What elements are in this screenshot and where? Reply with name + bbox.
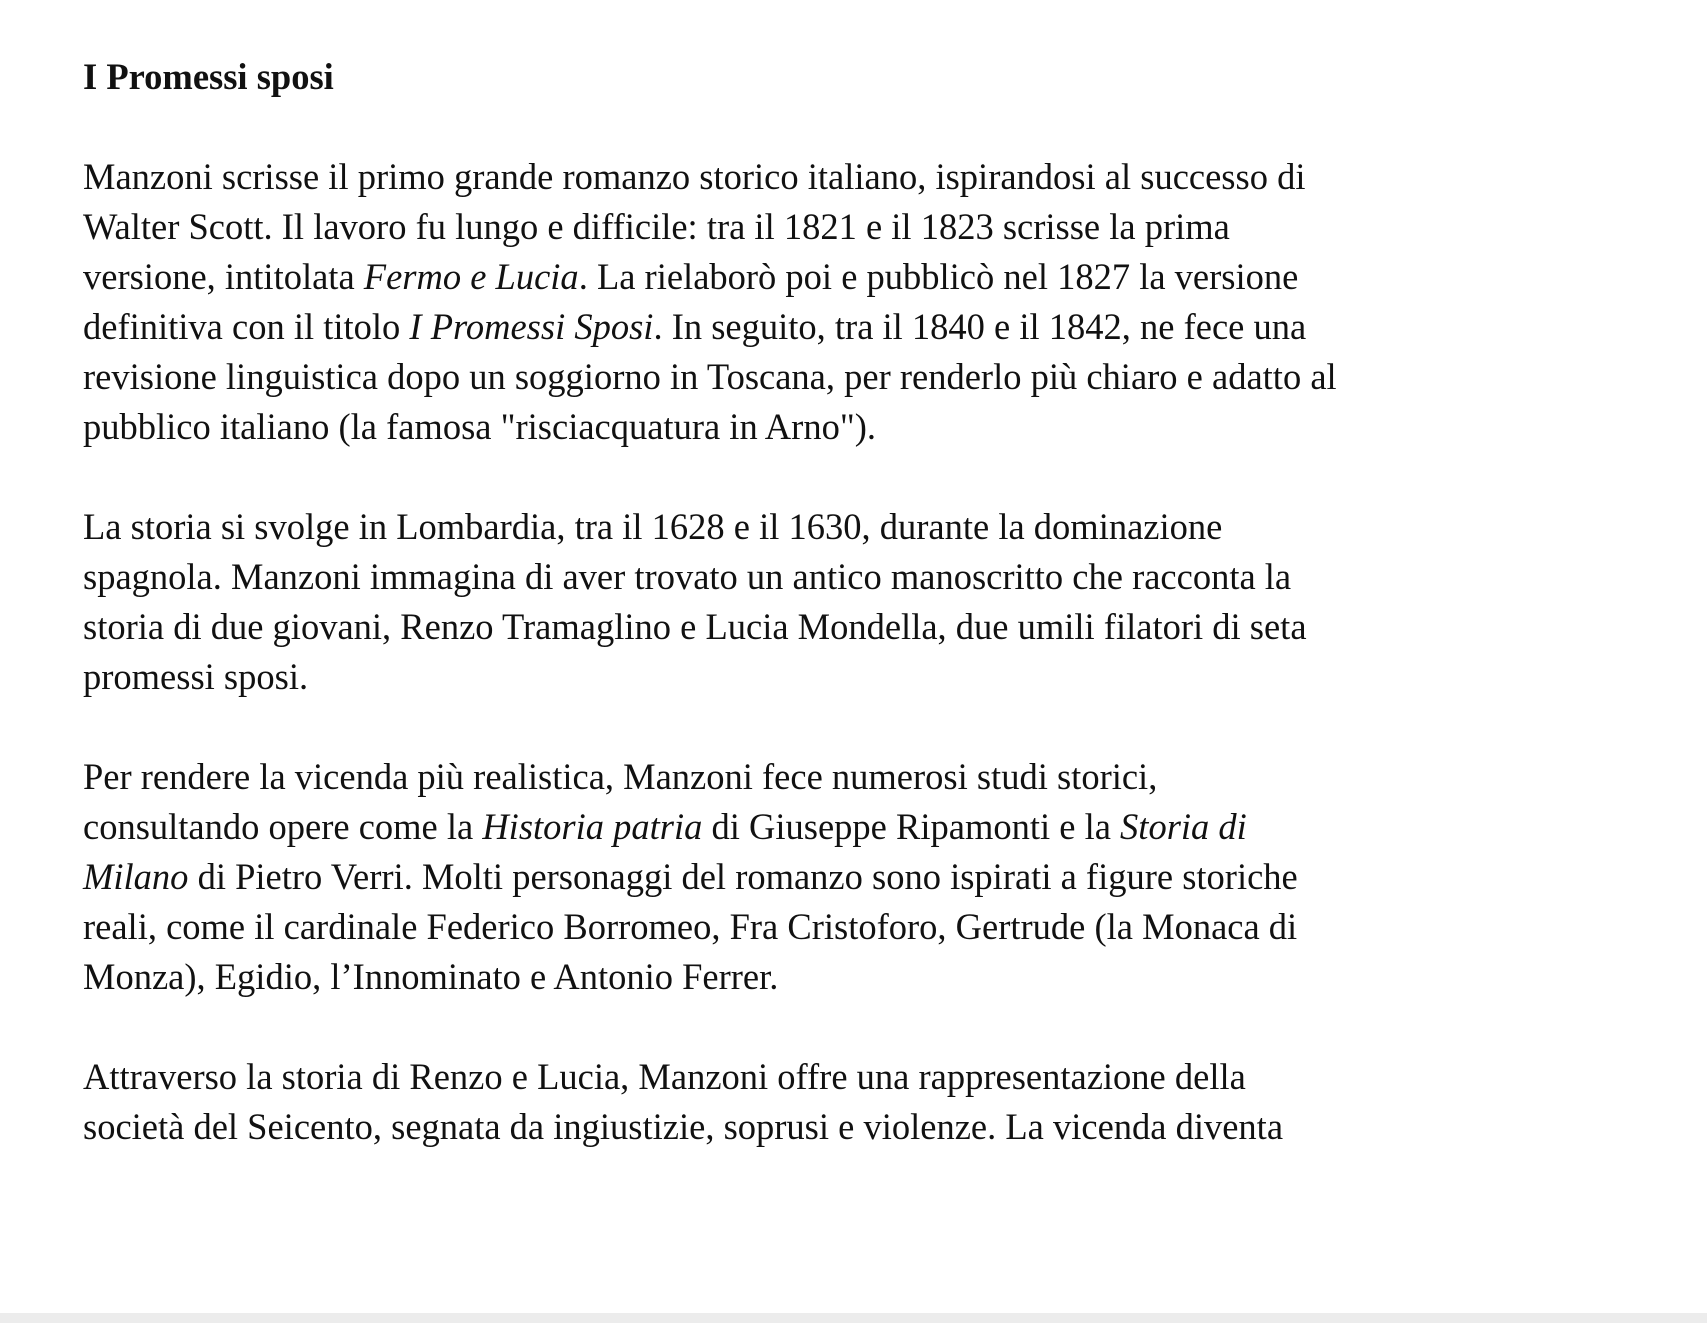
text-line [83, 1052, 1623, 1102]
text-segment: promessi sposi. [83, 656, 309, 697]
text-segment: Manzoni scrisse il primo grande romanzo storico italiano, ispirandosi al successo di [83, 156, 1306, 197]
text-line [83, 152, 1623, 202]
text-segment: definitiva con il titolo [83, 306, 410, 347]
text-line [83, 1102, 1623, 1152]
text-line [83, 252, 1623, 302]
document-content [83, 52, 1623, 1202]
text-segment: Attraverso la storia di Renzo e Lucia, Manzoni offre una rappresentazione della [83, 1056, 1246, 1097]
text-segment: storia di due giovani, Renzo Tramaglino e Lucia Mondella, due umili filatori di seta [83, 606, 1307, 647]
document-title: I Promessi sposi [83, 56, 334, 97]
text-line [83, 902, 1623, 952]
italic-title-text: Historia patria [482, 806, 703, 847]
text-segment: versione, intitolata [83, 256, 364, 297]
text-line [83, 802, 1623, 852]
paragraph [83, 502, 1623, 702]
text-segment: pubblico italiano (la famosa "risciacquatura in Arno"). [83, 406, 877, 447]
italic-title-text: Milano [83, 856, 189, 897]
paragraph [83, 152, 1623, 452]
paragraph [83, 1052, 1623, 1152]
text-line [83, 552, 1623, 602]
paragraph [83, 752, 1623, 1002]
text-segment: spagnola. Manzoni immagina di aver trovato un antico manoscritto che racconta la [83, 556, 1292, 597]
italic-title-text: Storia di [1120, 806, 1247, 847]
text-segment: società del Seicento, segnata da ingiustizie, soprusi e violenze. La vicenda diventa [83, 1106, 1284, 1147]
text-segment: . In seguito, tra il 1840 e il 1842, ne fece una [653, 306, 1307, 347]
text-line [83, 402, 1623, 452]
text-line [83, 652, 1623, 702]
text-segment: Walter Scott. Il lavoro fu lungo e difficile: tra il 1821 e il 1823 scrisse la prima [83, 206, 1230, 247]
text-segment: Monza), Egidio, l’Innominato e Antonio Ferrer. [83, 956, 779, 997]
text-segment: consultando opere come la [83, 806, 483, 847]
italic-title-text: I Promessi Sposi [409, 306, 654, 347]
text-line [83, 852, 1623, 902]
text-segment: di Giuseppe Ripamonti e la [702, 806, 1121, 847]
text-segment: di Pietro Verri. Molti personaggi del romanzo sono ispirati a figure storiche [188, 856, 1298, 897]
text-line [83, 952, 1623, 1002]
text-segment: La storia si svolge in Lombardia, tra il 1628 e il 1630, durante la dominazione [83, 506, 1223, 547]
text-line [83, 202, 1623, 252]
text-segment: revisione linguistica dopo un soggiorno in Toscana, per renderlo più chiaro e adatto al [83, 356, 1337, 397]
text-line [83, 352, 1623, 402]
page-bottom-edge [0, 1313, 1707, 1323]
text-line [83, 752, 1623, 802]
text-segment: . La rielaborò poi e pubblicò nel 1827 la versione [578, 256, 1299, 297]
text-segment: Per rendere la vicenda più realistica, Manzoni fece numerosi studi storici, [83, 756, 1158, 797]
text-segment: reali, come il cardinale Federico Borromeo, Fra Cristoforo, Gertrude (la Monaca di [83, 906, 1298, 947]
italic-title-text: Fermo e Lucia [363, 256, 579, 297]
text-line [83, 502, 1623, 552]
text-line [83, 602, 1623, 652]
text-line [83, 302, 1623, 352]
document-body [83, 152, 1623, 1152]
